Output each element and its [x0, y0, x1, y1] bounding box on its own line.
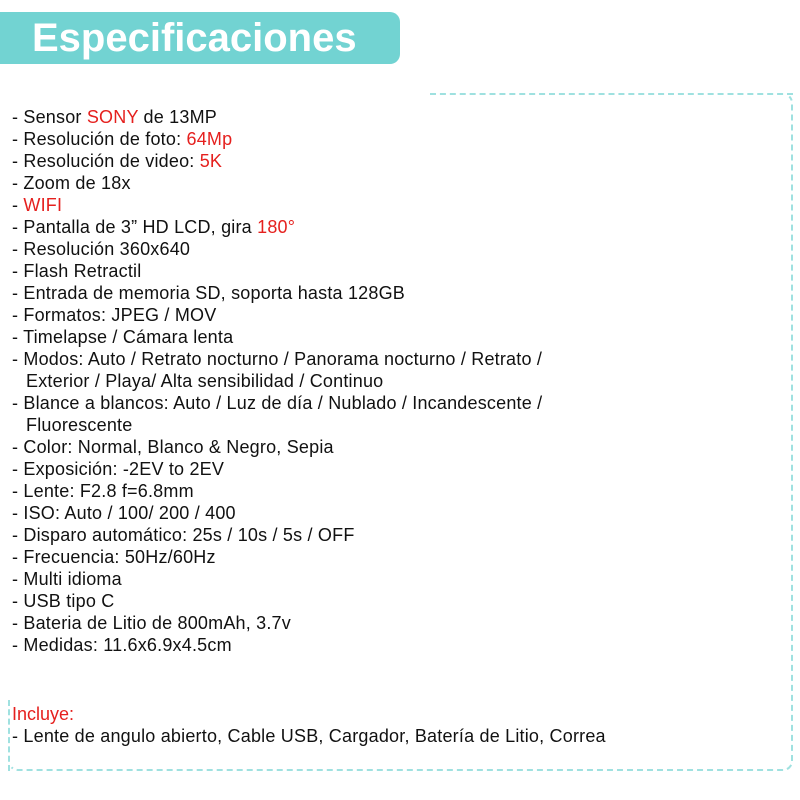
spec-modes: - Modos: Auto / Retrato nocturno / Panorama nocturno / Retrato / [12, 349, 543, 369]
spec-dimensions: - Medidas: 11.6x6.9x4.5cm [12, 635, 232, 655]
content-frame-left [8, 700, 10, 771]
spec-sensor: - Sensor SONY de 13MP [12, 107, 217, 127]
spec-video-resolution: - Resolución de video: 5K [12, 151, 223, 171]
spec-photo-resolution: - Resolución de foto: 64Mp [12, 129, 233, 149]
page-title: Especificaciones [32, 16, 357, 60]
spec-language: - Multi idioma [12, 569, 122, 589]
spec-screen-resolution: - Resolución 360x640 [12, 239, 191, 259]
spec-self-timer: - Disparo automático: 25s / 10s / 5s / OFF [12, 525, 355, 545]
spec-modes-continued: Exterior / Playa/ Alta sensibilidad / Continuo [26, 371, 384, 391]
spec-screen: - Pantalla de 3” HD LCD, gira 180° [12, 217, 296, 237]
spec-highlight: 64Mp [186, 129, 233, 149]
spec-exposure: - Exposición: -2EV to 2EV [12, 459, 225, 479]
spec-list [12, 106, 792, 656]
spec-color: - Color: Normal, Blanco & Negro, Sepia [12, 437, 334, 457]
includes-title: Incluye: [12, 704, 75, 724]
spec-white-balance-continued: Fluorescente [26, 415, 133, 435]
spec-memory: - Entrada de memoria SD, soporta hasta 128GB [12, 283, 405, 303]
spec-wifi: - WIFI [12, 195, 63, 215]
spec-highlight: WIFI [23, 195, 63, 215]
includes-items: - Lente de angulo abierto, Cable USB, Cargador, Batería de Litio, Correa [12, 726, 606, 746]
spec-battery: - Bateria de Litio de 800mAh, 3.7v [12, 613, 291, 633]
spec-iso: - ISO: Auto / 100/ 200 / 400 [12, 503, 236, 523]
spec-formats: - Formatos: JPEG / MOV [12, 305, 217, 325]
spec-highlight: 180° [257, 217, 296, 237]
spec-zoom: - Zoom de 18x [12, 173, 131, 193]
content-frame-top [430, 93, 793, 95]
spec-flash: - Flash Retractil [12, 261, 142, 281]
spec-frequency: - Frecuencia: 50Hz/60Hz [12, 547, 216, 567]
spec-usb: - USB tipo C [12, 591, 115, 611]
spec-lens: - Lente: F2.8 f=6.8mm [12, 481, 194, 501]
spec-highlight: 5K [199, 151, 223, 171]
spec-timelapse: - Timelapse / Cámara lenta [12, 327, 234, 347]
spec-highlight: SONY [86, 107, 139, 127]
spec-white-balance: - Blance a blancos: Auto / Luz de día / Nublado / Incandescente / [12, 393, 543, 413]
